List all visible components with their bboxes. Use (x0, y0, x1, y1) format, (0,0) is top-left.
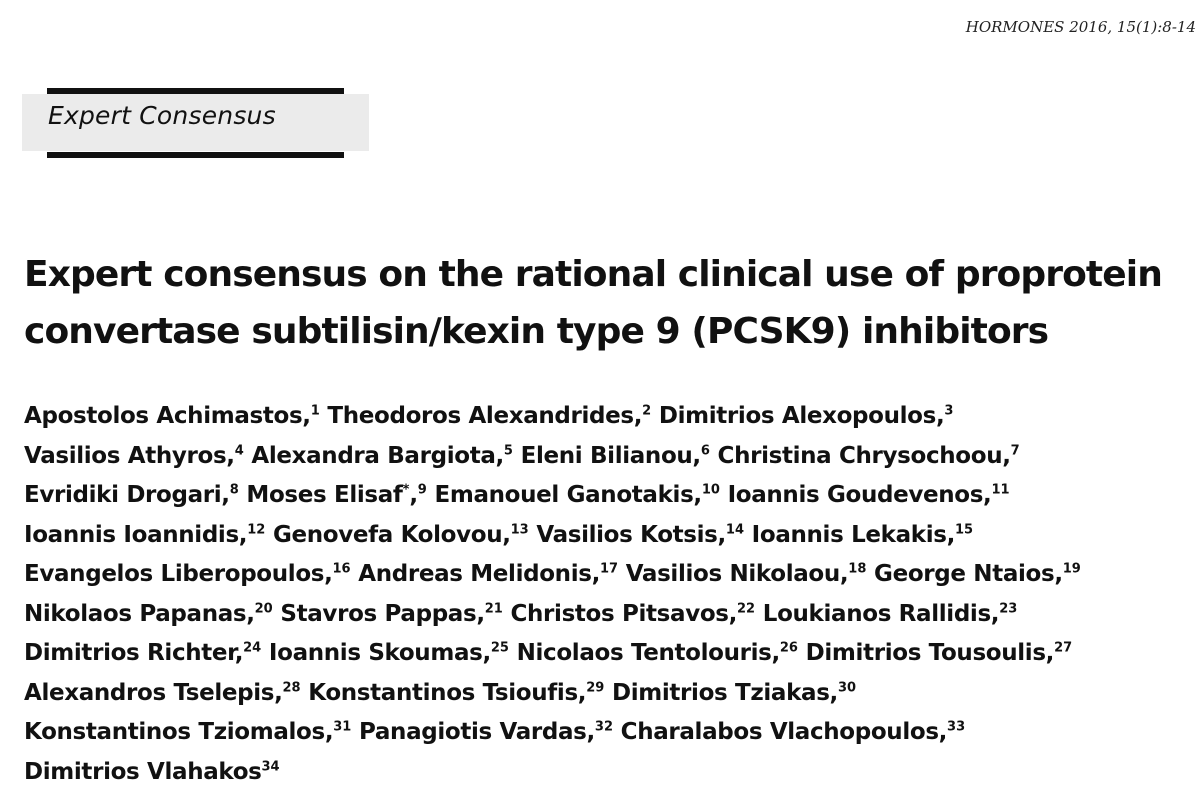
affiliation-marker: 10 (702, 482, 720, 497)
section-rule-top (47, 88, 344, 94)
author-name: Evridiki Drogari, (24, 482, 230, 508)
author-name: Christina Chrysochoou, (718, 443, 1011, 469)
author-name: Nikolaos Papanas, (24, 601, 255, 627)
author-name: Vasilios Athyros, (24, 443, 235, 469)
affiliation-marker: 7 (1011, 443, 1020, 458)
affiliation-marker: 3 (944, 403, 953, 418)
author-name: Ioannis Goudevenos, (728, 482, 992, 508)
author-name: Vasilios Kotsis, (536, 522, 726, 548)
author-name: Eleni Bilianou, (521, 443, 701, 469)
affiliation-marker: 24 (243, 640, 261, 655)
affiliation-marker: 4 (235, 443, 244, 458)
section-label: Expert Consensus (48, 101, 276, 130)
author-name: Theodoros Alexandrides, (327, 403, 642, 429)
author-line (24, 634, 1194, 674)
author-line (24, 595, 1194, 635)
author-name: Konstantinos Tziomalos, (24, 719, 333, 745)
affiliation-marker: 30 (838, 680, 856, 695)
affiliation-marker: 2 (642, 403, 651, 418)
author-name: Ioannis Skoumas, (269, 640, 491, 666)
author-name: Charalabos Vlachopoulos, (621, 719, 947, 745)
affiliation-marker: 23 (999, 601, 1017, 616)
affiliation-marker: 29 (586, 680, 604, 695)
affiliation-marker: 15 (955, 522, 973, 537)
affiliation-marker: 34 (262, 759, 280, 774)
section-rule-bottom (47, 152, 344, 158)
author-name: Alexandra Bargiota, (251, 443, 504, 469)
author-line (24, 674, 1194, 714)
affiliation-marker: 16 (333, 561, 351, 576)
author-name: Panagiotis Vardas, (359, 719, 595, 745)
affiliation-marker: 21 (485, 601, 503, 616)
affiliation-marker: 25 (491, 640, 509, 655)
author-name: Apostolos Achimastos, (24, 403, 311, 429)
affiliation-marker: 17 (600, 561, 618, 576)
author-line (24, 397, 1194, 437)
affiliation-marker: 22 (737, 601, 755, 616)
author-name: Alexandros Tselepis, (24, 680, 283, 706)
affiliation-marker: 5 (504, 443, 513, 458)
author-name: Andreas Melidonis, (358, 561, 600, 587)
affiliation-marker: 26 (780, 640, 798, 655)
affiliation-marker: * (403, 482, 410, 497)
title-line: convertase subtilisin/kexin type 9 (PCSK9) inhibitors (24, 303, 1194, 360)
author-name: Stavros Pappas, (280, 601, 484, 627)
author-name: Dimitrios Alexopoulos, (659, 403, 945, 429)
affiliation-marker: 19 (1063, 561, 1081, 576)
author-name: George Ntaios, (874, 561, 1063, 587)
author-name: Evangelos Liberopoulos, (24, 561, 333, 587)
title-line: Expert consensus on the rational clinical use of proprotein (24, 246, 1194, 303)
author-line (24, 753, 1194, 792)
affiliation-marker: 12 (247, 522, 265, 537)
author-line (24, 437, 1194, 477)
author-name: Dimitrios Richter, (24, 640, 243, 666)
affiliation-marker: 27 (1054, 640, 1072, 655)
author-name: Vasilios Nikolaou, (626, 561, 849, 587)
affiliation-marker: 8 (230, 482, 239, 497)
author-name: Dimitrios Vlahakos (24, 759, 262, 785)
author-name: Dimitrios Tziakas, (612, 680, 838, 706)
affiliation-marker: 9 (418, 482, 427, 497)
affiliation-marker: 18 (848, 561, 866, 576)
author-name: Emanouel Ganotakis, (435, 482, 702, 508)
affiliation-marker: 11 (991, 482, 1009, 497)
affiliation-marker: 20 (255, 601, 273, 616)
journal-reference: HORMONES 2016, 15(1):8-14 (966, 18, 1196, 36)
affiliation-marker: 32 (595, 719, 613, 734)
author-line (24, 555, 1194, 595)
author-name: Dimitrios Tousoulis, (806, 640, 1054, 666)
author-name: Loukianos Rallidis, (763, 601, 999, 627)
affiliation-marker: 6 (701, 443, 710, 458)
affiliation-marker: 28 (283, 680, 301, 695)
affiliation-marker: 31 (333, 719, 351, 734)
affiliation-marker: 1 (311, 403, 320, 418)
article-title (24, 246, 1194, 360)
affiliation-marker: 13 (511, 522, 529, 537)
affiliation-marker: 14 (726, 522, 744, 537)
author-name: Nicolaos Tentolouris, (517, 640, 780, 666)
author-name: Konstantinos Tsioufis, (308, 680, 586, 706)
author-name: Ioannis Lekakis, (752, 522, 955, 548)
author-list (24, 397, 1194, 792)
author-name: Christos Pitsavos, (510, 601, 737, 627)
author-name: Ioannis Ioannidis, (24, 522, 247, 548)
affiliation-marker: 33 (947, 719, 965, 734)
author-line (24, 516, 1194, 556)
author-line (24, 476, 1194, 516)
author-name: Moses Elisaf (246, 482, 402, 508)
author-name: , (409, 482, 417, 508)
author-name: Genovefa Kolovou, (273, 522, 511, 548)
author-line (24, 713, 1194, 753)
